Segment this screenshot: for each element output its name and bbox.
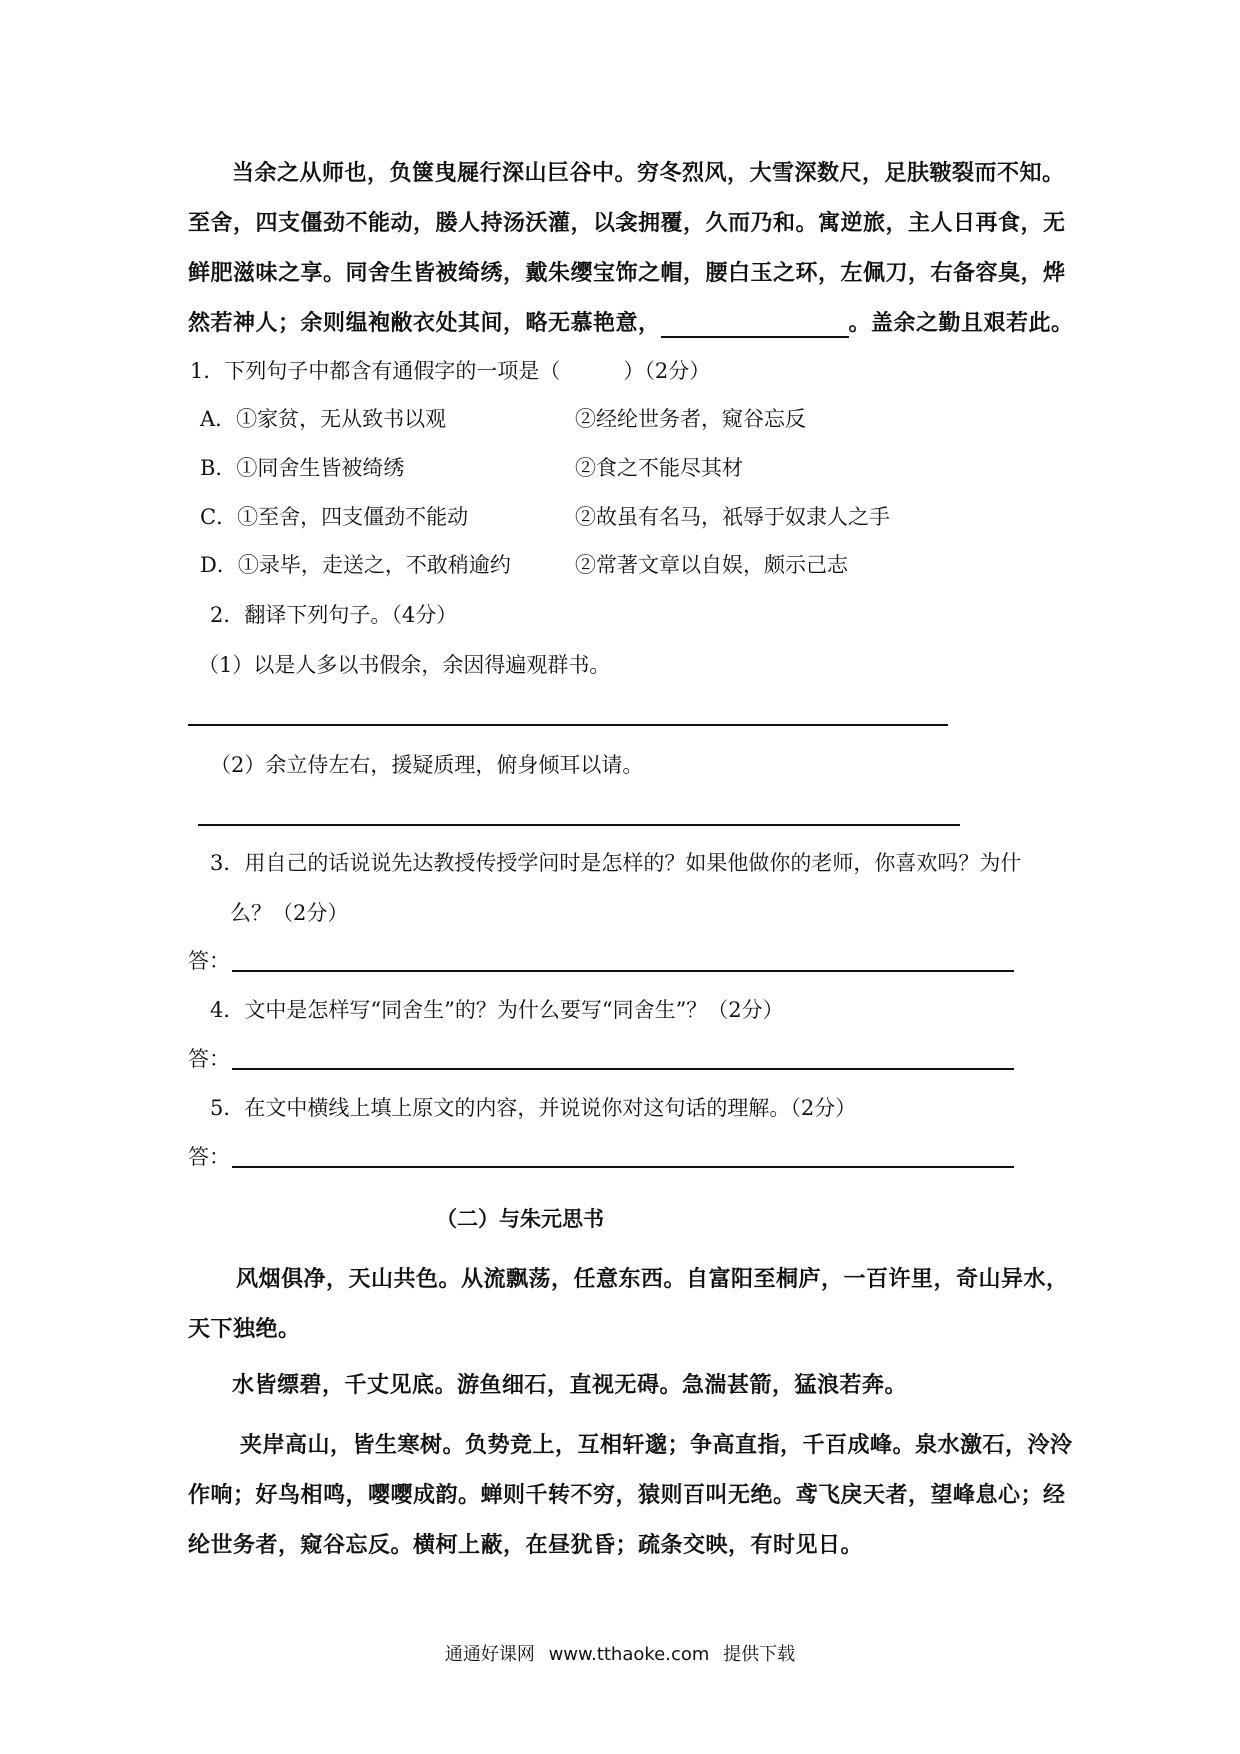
- q1-option-a: A．①家贫，无从致书以观: [200, 407, 447, 431]
- q2-stem: 2．翻译下列句子。（4分）: [210, 603, 458, 627]
- q1-option-b-second: ②食之不能尽其材: [575, 456, 743, 480]
- passage1-line1: 当余之从师也，负箧曳屣行深山巨谷中。穷冬烈风，大雪深数尺，足肤皲裂而不知。: [232, 160, 1065, 186]
- q4-answer-line[interactable]: [232, 1068, 1014, 1070]
- q4-stem: 4．文中是怎样写“同舍生”的？为什么要写“同舍生”？（2分）: [210, 998, 784, 1022]
- page-footer: [0, 1640, 1240, 1666]
- q3-answer-line[interactable]: [232, 970, 1014, 972]
- passage1-line4: [188, 308, 1074, 338]
- section2-p1-line2: 天下独绝。: [188, 1316, 301, 1342]
- q2-sentence1: （1）以是人多以书假余，余因得遍观群书。: [198, 653, 611, 677]
- q2-answer-line2[interactable]: [198, 824, 960, 826]
- q3-answer-label: 答：: [188, 949, 230, 973]
- passage1-line4-text-a: 然若神人；余则缊袍敝衣处其间，略无慕艳意，: [188, 310, 661, 336]
- q5-answer-label: 答：: [188, 1145, 230, 1169]
- q1-stem: 1．下列句子中都含有通假字的一项是（ ）（2分）: [190, 359, 711, 383]
- q3-stem-line1: 3．用自己的话说说先达教授传授学问时是怎样的？如果他做你的老师，你喜欢吗？为什: [210, 851, 1022, 875]
- footer-site: 通通好课网: [444, 1644, 535, 1665]
- q1-option-d: D．①录毕，走送之，不敢稍逾约: [200, 553, 511, 577]
- q5-answer-line[interactable]: [232, 1166, 1014, 1168]
- q1-option-c-second: ②故虽有名马，祇辱于奴隶人之手: [575, 505, 890, 529]
- q5-stem: 5．在文中横线上填上原文的内容，并说说你对这句话的理解。（2分）: [210, 1096, 857, 1120]
- q4-answer-label: 答：: [188, 1047, 230, 1071]
- section2-p3-line1: 夹岸高山，皆生寒树。负势竞上，互相轩邈；争高直指，千百成峰。泉水激石，泠泠: [240, 1432, 1073, 1458]
- passage1-line4-text-b: 。盖余之勤且艰若此。: [848, 310, 1074, 336]
- q1-option-b: B．①同舍生皆被绮绣: [200, 456, 405, 480]
- section2-p3-line3: 纶世务者，窥谷忘反。横柯上蔽，在昼犹昏；疏条交映，有时见日。: [188, 1532, 864, 1558]
- fill-in-blank[interactable]: [661, 314, 849, 338]
- passage1-line3: 鲜肥滋味之享。同舍生皆被绮绣，戴朱缨宝饰之帽，腰白玉之环，左佩刀，右备容臭，烨: [188, 260, 1066, 286]
- q2-answer-line1[interactable]: [188, 724, 948, 726]
- section2-p3-line2: 作响；好鸟相鸣，嘤嘤成韵。蝉则千转不穷，猿则百叫无绝。鸢飞戾天者，望峰息心；经: [188, 1482, 1066, 1508]
- section2-p2: 水皆缥碧，千丈见底。游鱼细石，直视无碍。急湍甚箭，猛浪若奔。: [232, 1372, 908, 1398]
- q1-option-c: C．①至舍，四支僵劲不能动: [200, 505, 469, 529]
- section2-p1-line1: 风烟俱净，天山共色。从流飘荡，任意东西。自富阳至桐庐，一百许里，奇山异水，: [236, 1266, 1069, 1292]
- footer-suffix: 提供下载: [723, 1644, 796, 1665]
- q2-sentence2: （2）余立侍左右，援疑质理，俯身倾耳以请。: [210, 753, 644, 777]
- footer-url[interactable]: www.tthaoke.com: [548, 1644, 710, 1665]
- section2-title: （二）与朱元思书: [436, 1206, 604, 1231]
- q1-option-a-second: ②经纶世务者，窥谷忘反: [575, 407, 806, 431]
- q3-stem-line2: 么？（2分）: [230, 901, 349, 925]
- passage1-line2: 至舍，四支僵劲不能动，媵人持汤沃灌，以衾拥覆，久而乃和。寓逆旅，主人日再食，无: [188, 210, 1066, 236]
- q1-option-d-second: ②常著文章以自娱，颇示己志: [575, 553, 848, 577]
